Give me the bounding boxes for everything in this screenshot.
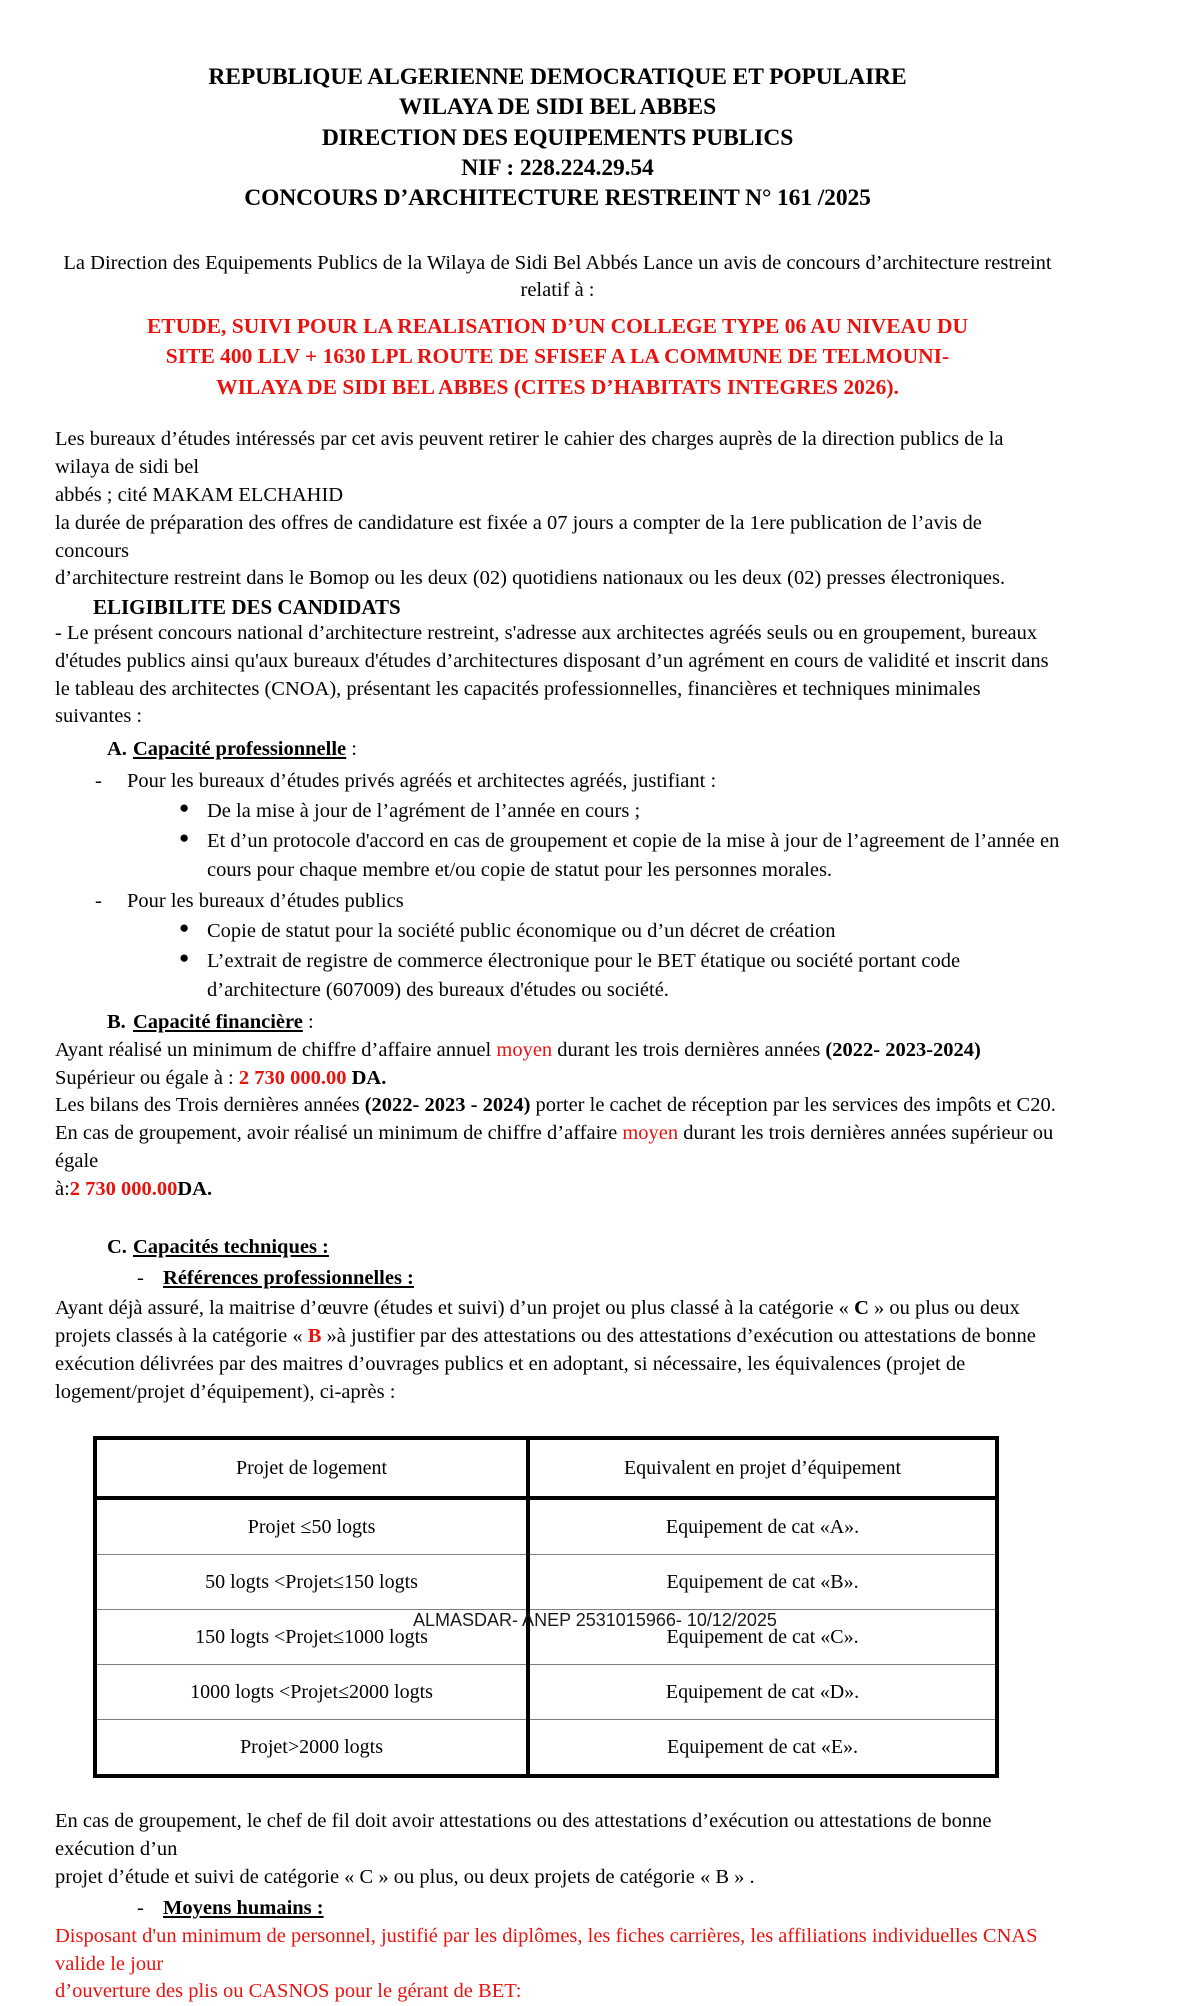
section-a-colon: : <box>346 738 357 761</box>
list-item <box>55 947 1060 1004</box>
section-a-title: Capacité professionnelle <box>133 738 347 761</box>
header-line-direction: DIRECTION DES EQUIPEMENTS PUBLICS <box>321 124 794 151</box>
intro-lead: La Direction des Equipements Publics de la Wilaya de Sidi Bel Abbés Lance un avis de concours d’architecture restreint relatif à : <box>63 251 1052 302</box>
text-fragment: » ou plus ou deux projets classés à la catégorie « <box>55 1297 1020 1348</box>
section-a-letter: A. <box>107 738 127 761</box>
table-cell-logement: Projet>2000 logts <box>95 1720 528 1777</box>
moyens-humains-line-1: Disposant d'un minimum de personnel, justifié par les diplômes, les fiches carrières, les affiliations individuelles CNAS valide le jour <box>55 1924 1038 1975</box>
bullet-marker-icon: ● <box>179 828 190 848</box>
section-a-bullet-1: De la mise à jour de l’agrément de l’année en cours ; <box>207 800 641 823</box>
paragraph-retrait-cahier <box>55 426 1060 593</box>
text-fragment: Les bilans des Trois dernières années <box>55 1094 365 1117</box>
text-fragment: En cas de groupement, avoir réalisé un minimum de chiffre d’affaire <box>55 1122 623 1145</box>
amount-minimum-ca-groupement: 2 730 000.00 <box>69 1177 178 1200</box>
table-cell-equipement: Equipement de cat «A». <box>528 1498 997 1555</box>
table-cell-logement: 50 logts <Projet≤150 logts <box>95 1555 528 1610</box>
section-c-title: Capacités techniques : <box>133 1236 329 1259</box>
section-b-body <box>55 1037 1060 1204</box>
paragraph-duree-line-2: d’architecture restreint dans le Bomop ou les deux (02) quotidiens nationaux ou les deux (02) presses électroniques. <box>55 567 1006 590</box>
list-item <box>55 767 1060 795</box>
text-fragment: Supérieur ou égale à : <box>55 1066 239 1089</box>
closing-paragraph <box>55 1808 1060 1891</box>
years-2022-2024: (2022- 2023-2024) <box>825 1038 981 1061</box>
references-professionnelles-title: Références professionnelles : <box>163 1267 414 1290</box>
header-line-nif: NIF : 228.224.29.54 <box>461 154 654 181</box>
project-title-line-2: SITE 400 LLV + 1630 LPL ROUTE DE SFISEF A LA COMMUNE DE TELMOUNI- <box>165 344 950 369</box>
currency-da: DA. <box>177 1177 213 1200</box>
section-b-line-5 <box>55 1176 1060 1204</box>
section-c-paragraph <box>55 1295 1060 1406</box>
bullet-marker-icon: ● <box>179 918 190 938</box>
header-line-concours <box>55 183 1060 213</box>
table-header-cell: Equivalent en projet d’équipement <box>528 1438 997 1498</box>
amount-minimum-ca: 2 730 000.00 <box>238 1066 347 1089</box>
header-line-wilaya: WILAYA DE SIDI BEL ABBES <box>398 94 717 121</box>
table-cell-equipement: Equipement de cat «D». <box>528 1665 997 1720</box>
paragraph-duree-line-1: la durée de préparation des offres de candidature est fixée a 07 jours a compter de la 1ere publication de l’avis de concours <box>55 511 982 562</box>
dash-marker-icon: - <box>137 1896 144 1919</box>
table-header-cell: Projet de logement <box>95 1438 528 1498</box>
list-item <box>55 827 1060 884</box>
moyens-humains-title: Moyens humains : <box>163 1896 324 1919</box>
concours-number: 161 /2025 <box>777 185 871 212</box>
concours-label: CONCOURS D’ARCHITECTURE RESTREINT N° <box>244 185 778 212</box>
text-fragment: porter le cachet de réception par les services des impôts et C20. <box>530 1094 1056 1117</box>
section-a-heading <box>55 735 1060 764</box>
section-a-bullet-4: L’extrait de registre de commerce électronique pour le BET étatique ou société portant code d’architecture (607009) des bureaux d'études ou société. <box>207 950 961 1001</box>
paragraph-retrait-line-2: abbés ; cité MAKAM ELCHAHID <box>55 483 344 506</box>
bullet-marker-icon: ● <box>179 798 190 818</box>
section-b-heading <box>55 1008 1060 1037</box>
highlight-moyen: moyen <box>622 1122 679 1145</box>
footer-anep: ALMASDAR- ANEP 2531015966- 10/12/2025 <box>413 1610 777 1630</box>
dash-marker-icon: - <box>95 889 102 912</box>
table-header-row <box>95 1438 997 1498</box>
text-fragment: Ayant déjà assuré, la maitrise d’œuvre (études et suivi) d’un projet ou plus classé à la catégorie « <box>55 1297 855 1320</box>
list-item <box>55 887 1060 915</box>
section-a-dash-2: Pour les bureaux d’études publics <box>127 889 404 912</box>
project-title-line-3: WILAYA DE SIDI BEL ABBES (CITES D’HABITATS INTEGRES 2026). <box>216 374 899 399</box>
paragraph-retrait-line-1: Les bureaux d’études intéressés par cet avis peuvent retirer le cahier des charges auprès de la direction publics de la wilaya de sidi bel <box>55 428 1004 479</box>
table-row <box>95 1498 997 1555</box>
section-b-colon: : <box>302 1011 314 1034</box>
eligibility-paragraph: - Le présent concours national d’architecture restreint, s'adresse aux architectes agréés seuls ou en groupement, bureaux d'études publics ainsi qu'aux bureaux d'études d’architectures disposant d’un agrément en cours de validité et inscrit dans le tableau des architectes (CNOA), présentant les capacités professionnelles, financières et techniques minimales suivantes : <box>55 622 1049 728</box>
section-c-letter: C. <box>107 1236 127 1259</box>
text-fragment: »à justifier par des attestations ou des attestations d’exécution ou attestations de bonne exécution délivrées par des maitres d’ouvrages publics et en adoptant, si nécessaire, les équivalences (projet de logement/projet d’équipement), ci-après : <box>55 1325 1036 1403</box>
header-line-republic: REPUBLIQUE ALGERIENNE DEMOCRATIQUE ET POPULAIRE <box>208 64 907 90</box>
years-bilans: (2022- 2023 - 2024) <box>364 1094 531 1117</box>
table-cell-equipement: Equipement de cat «B». <box>528 1555 997 1610</box>
equivalence-table <box>93 1436 999 1778</box>
closing-line-1: En cas de groupement, le chef de fil doit avoir attestations ou des attestations d’exécution ou attestations de bonne exécution d’un <box>55 1810 992 1861</box>
table-cell-logement: 1000 logts <Projet≤2000 logts <box>95 1665 528 1720</box>
dash-marker-icon: - <box>95 769 102 792</box>
highlight-moyen: moyen <box>496 1038 553 1061</box>
text-fragment: à: <box>55 1177 70 1200</box>
section-a-bullet-3: Copie de statut pour la société public économique ou d’un décret de création <box>207 920 836 943</box>
table-row <box>95 1555 997 1610</box>
text-fragment: durant les trois dernières années <box>552 1038 826 1061</box>
table-row <box>95 1665 997 1720</box>
project-title-line-1: ETUDE, SUIVI POUR LA REALISATION D’UN COLLEGE TYPE 06 AU NIVEAU DU <box>146 313 969 338</box>
section-a-bullet-2: Et d’un protocole d'accord en cas de groupement et copie de la mise à jour de l’agreement de l’année en cours pour chaque membre et/ou copie de statut pour les personnes morales. <box>207 830 1060 881</box>
table-cell-logement: 150 logts <Projet≤1000 logts <box>95 1610 528 1665</box>
dash-marker-icon: - <box>137 1267 144 1290</box>
list-item <box>55 917 1060 945</box>
text-fragment: Ayant réalisé un minimum de chiffre d’affaire annuel <box>55 1038 497 1061</box>
document-header <box>55 62 1060 214</box>
category-c: C <box>854 1297 869 1320</box>
section-b-line-2 <box>55 1065 1060 1093</box>
closing-line-2: projet d’étude et suivi de catégorie « C » ou plus, ou deux projets de catégorie « B » . <box>55 1865 755 1888</box>
section-b-line-1 <box>55 1037 1060 1065</box>
bullet-marker-icon: ● <box>179 948 190 968</box>
section-b-line-4 <box>55 1120 1060 1176</box>
table-row <box>95 1720 997 1777</box>
section-b-line-3 <box>55 1092 1060 1120</box>
moyens-humains-body <box>55 1923 1060 2006</box>
eligibility-heading: ELIGIBILITE DES CANDIDATS <box>93 595 401 620</box>
section-c-heading <box>55 1233 1060 1262</box>
moyens-humains-subheading <box>55 1894 1060 1922</box>
document-content <box>55 62 1060 2006</box>
section-c-subheading <box>55 1264 1060 1292</box>
equivalence-table-wrapper <box>55 1436 1060 1778</box>
section-b-letter: B. <box>107 1011 126 1034</box>
table-cell-equipement: Equipement de cat «C». <box>528 1610 997 1665</box>
currency-da: DA. <box>346 1066 387 1089</box>
category-b: B <box>307 1325 322 1348</box>
list-item <box>55 797 1060 825</box>
section-a-dash-1: Pour les bureaux d’études privés agréés et architectes agréés, justifiant : <box>127 769 717 792</box>
section-b-title: Capacité financière <box>133 1011 303 1034</box>
table-cell-equipement: Equipement de cat «E». <box>528 1720 997 1777</box>
table-cell-logement: Projet ≤50 logts <box>95 1498 528 1555</box>
moyens-humains-line-2: d’ouverture des plis ou CASNOS pour le gérant de BET: <box>55 1980 522 2003</box>
text-fragment: durant les trois dernières années supérieur ou égale <box>55 1122 1054 1172</box>
project-title <box>55 311 1060 403</box>
